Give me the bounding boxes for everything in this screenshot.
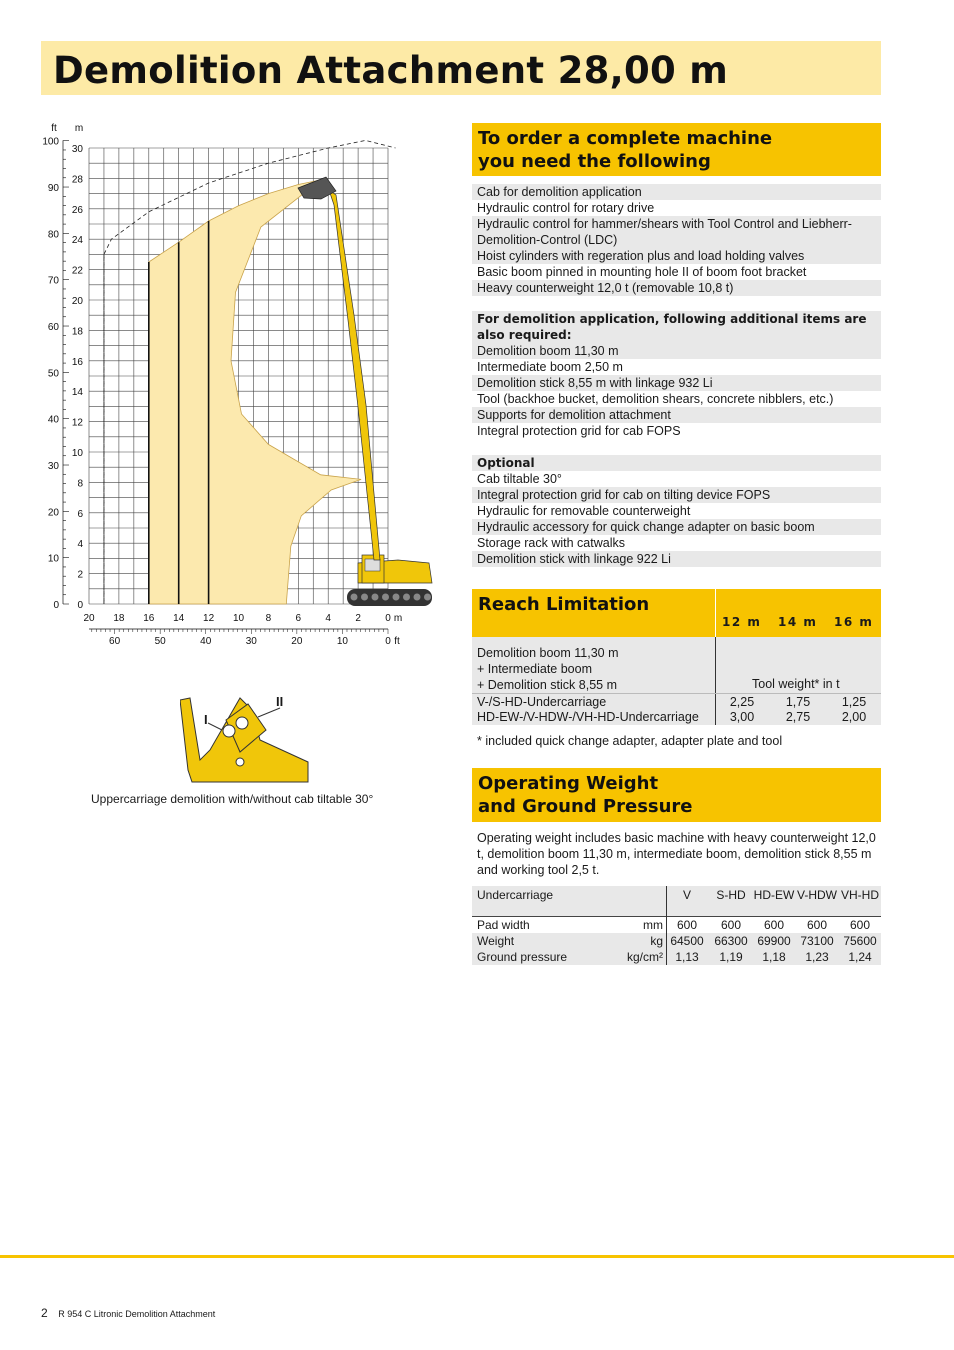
y-tick-m: 28	[71, 174, 83, 186]
x-tick-m: 18	[113, 613, 125, 624]
reach-desc-line1: Demolition boom 11,30 m	[477, 646, 619, 660]
x-unit-m: m	[393, 613, 403, 624]
mount-hole-i-icon	[223, 725, 235, 737]
y-tick-m: 4	[77, 539, 83, 551]
y-tick-m: 30	[71, 144, 83, 155]
table-row: HD-EW-/V-HDW-/VH-HD-Undercarriage 3,00 2,75 2,00	[472, 709, 881, 725]
y-tick-ft: 30	[47, 461, 59, 473]
uppercarriage-svg	[180, 690, 310, 790]
y-tick-m: 24	[71, 235, 83, 247]
x-unit-ft: ft	[394, 636, 400, 647]
x-tick-m: 12	[203, 613, 215, 624]
y-tick-ft: 80	[47, 229, 59, 241]
y-tick-m: 26	[71, 204, 83, 216]
table-row: Weight kg 64500 66300 69900 73100 75600	[472, 933, 881, 949]
y-tick-m: 10	[71, 448, 83, 459]
list-item: Hydraulic control for hammer/shears with Tool Control and Liebherr-Demolition-Control (LDC)	[472, 216, 881, 248]
excavator-tracks-icon	[347, 589, 432, 606]
list-item: Intermediate boom 2,50 m	[472, 359, 881, 375]
y-unit-ft: ft	[51, 123, 57, 134]
y-tick-ft: 60	[47, 322, 59, 334]
x-tick-m: 6	[295, 613, 302, 624]
footer-text: R 954 C Litronic Demolition Attachment	[58, 1309, 216, 1319]
track-wheel-icon	[403, 594, 410, 601]
list-item: Heavy counterweight 12,0 t (removable 10,8 t)	[472, 280, 881, 296]
y-tick-m: 8	[77, 478, 83, 490]
operating-heading-line1: Operating Weight	[478, 773, 659, 794]
y-tick-m: 2	[77, 569, 83, 581]
y-tick-m: 22	[71, 265, 83, 277]
y-tick-ft: 10	[47, 553, 59, 565]
excavator-boom-icon	[329, 190, 380, 560]
working-range-svg	[36, 115, 456, 655]
x-tick-ft: 50	[154, 636, 166, 647]
reach-col-16: 16 m	[834, 615, 874, 629]
x-tick-ft: 20	[291, 636, 303, 647]
reach-table	[472, 637, 881, 725]
list-item: Supports for demolition attachment	[472, 407, 881, 423]
list-item: Hoist cylinders with regeration plus and load holding valves	[472, 248, 881, 264]
y-tick-m: 16	[71, 356, 83, 368]
x-tick-m: 20	[83, 613, 95, 624]
operating-table	[472, 886, 881, 965]
mount-label-ii: II	[276, 694, 284, 709]
x-tick-m: 2	[355, 613, 361, 624]
working-range-area	[149, 180, 361, 604]
list-item: Demolition stick with linkage 922 Li	[472, 551, 881, 567]
operating-heading-line2: and Ground Pressure	[478, 796, 693, 817]
y-tick-ft: 70	[47, 275, 59, 287]
x-tick-m: 4	[325, 613, 331, 624]
y-tick-ft: 100	[42, 136, 59, 148]
mount-hole-ii-icon	[236, 717, 248, 729]
page-number: 2	[41, 1306, 48, 1320]
y-tick-ft: 50	[47, 368, 59, 380]
list-item: Cab for demolition application	[472, 184, 881, 200]
table-header: Undercarriage V S-HD HD-EW V-HDW VH-HD	[472, 886, 881, 917]
list-item: Hydraulic control for rotary drive	[472, 200, 881, 216]
track-wheel-icon	[351, 594, 358, 601]
uppercarriage-drawing	[180, 690, 310, 795]
list-item: Demolition stick 8,55 m with linkage 932 Li	[472, 375, 881, 391]
list-item: Integral protection grid for cab on tilting device FOPS	[472, 487, 881, 503]
list-item: Integral protection grid for cab FOPS	[472, 423, 881, 439]
reach-note: * included quick change adapter, adapter plate and tool	[477, 734, 783, 748]
y-tick-ft: 40	[47, 414, 59, 426]
drawing-caption: Uppercarriage demolition with/without cab tiltable 30°	[91, 792, 374, 806]
order-list	[472, 184, 881, 296]
reach-col-12: 12 m	[722, 615, 762, 629]
y-tick-m: 14	[71, 387, 83, 399]
y-unit-m: m	[74, 123, 84, 134]
y-tick-m: 0	[77, 600, 83, 611]
x-tick-m: 0	[385, 613, 391, 624]
track-wheel-icon	[424, 594, 431, 601]
title-bar	[41, 41, 881, 95]
x-tick-m: 14	[173, 613, 185, 624]
reach-unit-label: Tool weight* in t	[752, 677, 840, 691]
list-item: Tool (backhoe bucket, demolition shears, concrete nibblers, etc.)	[472, 391, 881, 407]
working-range-chart	[36, 115, 456, 660]
table-row: Ground pressure kg/cm² 1,13 1,19 1,18 1,23 1,24	[472, 949, 881, 965]
order-heading	[472, 123, 881, 176]
reach-heading	[472, 589, 881, 637]
list-item: Hydraulic for removable counterweight	[472, 503, 881, 519]
operating-heading	[472, 768, 881, 822]
additional-list	[472, 343, 881, 439]
track-wheel-icon	[361, 594, 368, 601]
additional-heading: For demolition application, following additional items are also required:	[472, 311, 881, 343]
y-tick-m: 6	[77, 508, 83, 520]
reach-desc-line2: + Intermediate boom	[477, 662, 592, 676]
list-item: Hydraulic accessory for quick change adapter on basic boom	[472, 519, 881, 535]
track-wheel-icon	[414, 594, 421, 601]
y-tick-m: 18	[71, 326, 83, 338]
y-tick-m: 12	[71, 417, 83, 429]
x-tick-ft: 10	[336, 636, 348, 647]
y-tick-ft: 20	[47, 507, 59, 519]
order-heading-line1: To order a complete machine	[478, 128, 773, 149]
y-tick-m: 20	[71, 296, 83, 307]
y-tick-ft: 90	[47, 183, 59, 195]
track-wheel-icon	[372, 594, 379, 601]
track-wheel-icon	[393, 594, 400, 601]
x-tick-m: 16	[143, 613, 155, 624]
operating-paragraph: Operating weight includes basic machine with heavy counterweight 12,0 t, demolition boom 11,30 m, intermediate boom, demolition stick 8,55 m and working tool 2,5 t.	[477, 831, 876, 877]
list-item: Storage rack with catwalks	[472, 535, 881, 551]
x-tick-ft: 60	[109, 636, 121, 647]
x-tick-m: 10	[232, 613, 245, 624]
x-tick-ft: 0	[385, 636, 391, 647]
table-row: V-/S-HD-Undercarriage 2,25 1,75 1,25	[472, 693, 881, 709]
list-item: Demolition boom 11,30 m	[472, 343, 881, 359]
x-tick-ft: 40	[200, 636, 212, 647]
footer-divider	[0, 1255, 954, 1258]
footer	[41, 1306, 215, 1320]
reach-heading-text: Reach Limitation	[478, 594, 650, 615]
demolition-tool-icon	[298, 177, 336, 199]
mount-label-i: I	[204, 712, 208, 727]
optional-list	[472, 471, 881, 567]
optional-heading: Optional	[472, 455, 881, 471]
reach-desc-line3: + Demolition stick 8,55 m	[477, 678, 617, 692]
x-tick-m: 8	[265, 613, 272, 624]
page-title: Demolition Attachment 28,00 m	[53, 49, 729, 92]
list-item: Cab tiltable 30°	[472, 471, 881, 487]
order-heading-line2: you need the following	[478, 151, 711, 172]
y-tick-ft: 0	[53, 600, 59, 611]
reach-col-14: 14 m	[778, 615, 818, 629]
x-tick-ft: 30	[245, 636, 257, 647]
table-row: Pad width mm 600 600 600 600 600	[472, 917, 881, 933]
track-wheel-icon	[382, 594, 389, 601]
list-item: Basic boom pinned in mounting hole II of boom foot bracket	[472, 264, 881, 280]
